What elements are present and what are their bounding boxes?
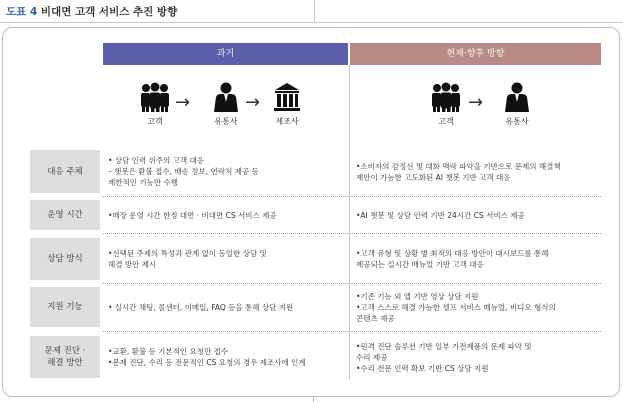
arrow-icon: →: [175, 92, 191, 113]
flow-label: 고객: [438, 117, 454, 126]
row-label-line: 해결 방안: [47, 358, 83, 368]
cell-past-diagnosis: [108, 336, 344, 378]
row-label-response: [30, 150, 100, 193]
row-label-text: 지원 기능: [47, 302, 83, 312]
cell-line: 수리 제공: [356, 352, 388, 362]
row-label-support: [30, 287, 100, 327]
distributor-icon: [500, 82, 534, 112]
row-label-diagnosis: [30, 336, 100, 378]
cell-line: •교환, 환불 등 기본적인 요청만 접수: [108, 347, 229, 356]
cell-past-method: [108, 238, 344, 280]
customers-icon: [429, 82, 463, 112]
bottom-mark: [313, 396, 314, 402]
flow-label: 유통사: [214, 117, 238, 126]
cell-line: 해결 방안 제시: [108, 260, 157, 269]
cell-line: •소비자의 감정선 및 대화 맥락 파악을 기반으로 문제의 해결책: [356, 161, 561, 171]
cell-line: 제공되는 실시간 매뉴얼 기반 고객 대응: [356, 260, 484, 269]
cell-line: • 상담 인력 위주의 고객 대응: [108, 156, 205, 165]
row-label-text: 상담 방식: [47, 254, 83, 264]
row-separator: [350, 283, 601, 284]
cell-future-response: [356, 150, 602, 193]
row-label-method: [30, 238, 100, 280]
caption-bar: [0, 0, 623, 23]
cell-line: •문제 진단, 수리 등 전문적인 CS 요청의 경우 제조사에 인계: [108, 358, 306, 367]
cell-line: 제안이 가능한 고도화된 AI 챗봇 기반 고객 대응: [356, 172, 511, 182]
row-separator: [103, 331, 348, 332]
cell-line: •고객 스스로 해결 가능한 셀프 서비스 매뉴얼, 비디오 형식의: [356, 302, 556, 312]
row-separator: [350, 331, 601, 332]
header-past: 과거: [103, 43, 348, 65]
cell-line: •AI 챗봇 및 상담 인력 기반 24시간 CS 서비스 제공: [356, 210, 525, 220]
cell-line: – 챗봇은 환불 접수, 배송 정보, 연락처 제공 등: [108, 167, 259, 176]
cell-line: •매장 운영 시간 한정 대면 · 비대면 CS 서비스 제공: [108, 210, 277, 220]
cell-line: 콘텐츠 제공: [356, 313, 395, 323]
row-separator: [103, 233, 348, 234]
figure-number: 도표 4: [6, 6, 38, 18]
cell-line: •원격 진단 솔루션 기반 일부 가전제품의 문제 파악 및: [356, 341, 532, 351]
arrow-icon: →: [468, 92, 484, 113]
caption-divider: [314, 0, 315, 22]
header-future: 현재·향후 방향: [350, 43, 601, 65]
cell-line: •수리 전문 인력 확보 기반 CS 상담 지원: [356, 363, 489, 373]
arrow-icon: →: [245, 92, 261, 113]
row-separator: [350, 196, 601, 197]
figure-caption: [6, 4, 177, 19]
cell-line: •선택된 주제의 특성과 관계 없이 동일한 상담 및: [108, 249, 267, 258]
flow-future: [0, 82, 623, 142]
row-label-line: 문제 진단 ·: [44, 346, 86, 356]
row-label-hours: [30, 200, 100, 230]
cell-future-diagnosis: [356, 334, 602, 380]
cell-past-hours: [108, 200, 344, 230]
row-separator: [103, 283, 348, 284]
row-separator: [103, 196, 348, 197]
row-label-text: [45, 345, 86, 369]
cell-line: 제한적인 기능만 수행: [108, 178, 178, 187]
flow-future-distributor: [497, 82, 537, 127]
cell-future-support: [356, 285, 602, 329]
flow-label: 제조사: [275, 117, 299, 126]
cell-line: •고객 유형 및 상황 별 최적의 대응 방안이 대시보드를 통해: [356, 249, 549, 258]
row-separator: [350, 233, 601, 234]
cell-past-response: [108, 150, 344, 193]
flow-future-customer: [426, 82, 466, 127]
flow-label: 유통사: [505, 117, 529, 126]
figure-title: 비대면 고객 서비스 추진 방향: [40, 6, 178, 18]
cell-line: •기존 기능 외 앱 기반 영상 상담 지원: [356, 291, 479, 301]
cell-future-hours: [356, 200, 602, 230]
row-label-text: 운영 시간: [47, 210, 83, 220]
row-label-text: 대응 주체: [47, 166, 83, 177]
cell-future-method: [356, 238, 602, 280]
flow-label: 고객: [147, 117, 163, 126]
cell-past-support: [108, 287, 344, 327]
cell-line: • 실시간 채팅, 콜센터, 이메일, FAQ 등을 통해 상담 지원: [108, 302, 294, 312]
